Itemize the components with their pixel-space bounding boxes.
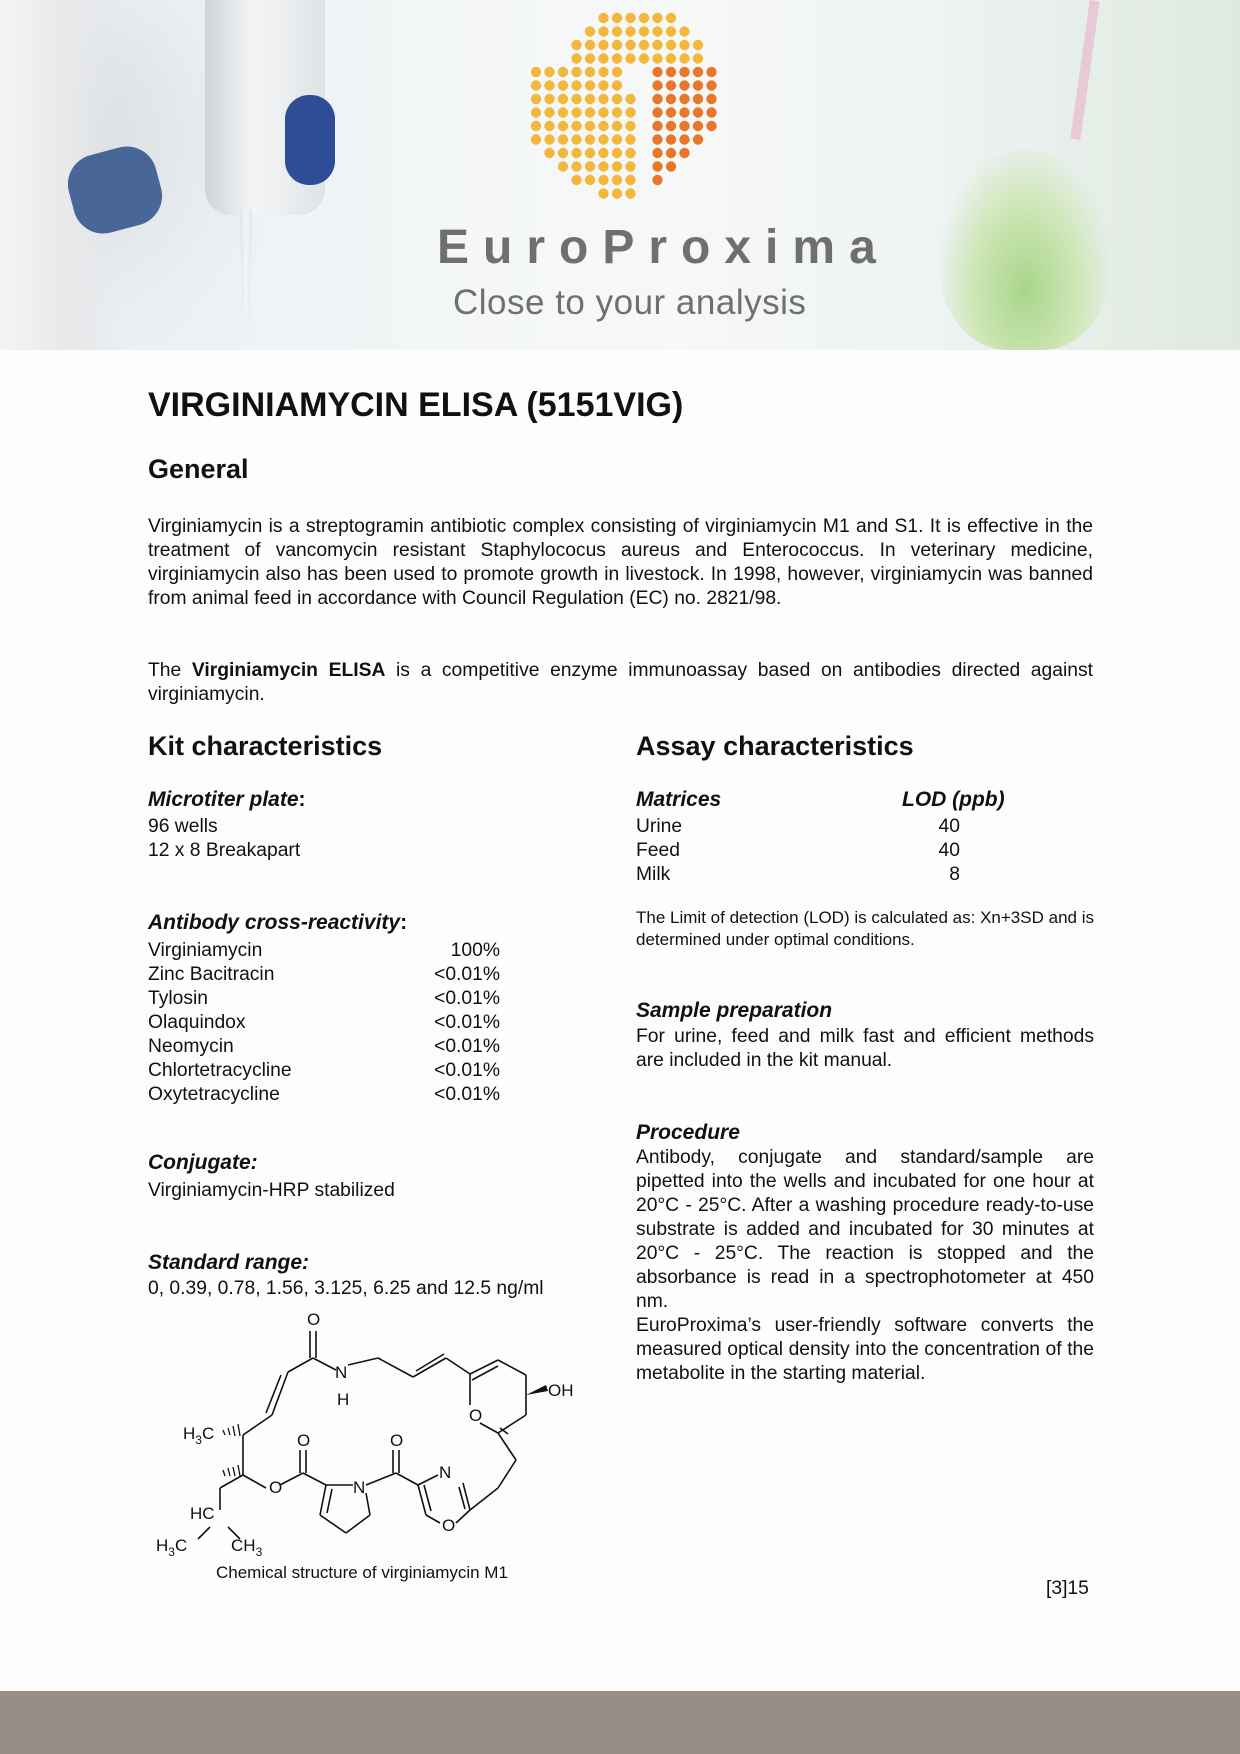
plate-heading-text: Microtiter plate bbox=[148, 788, 299, 811]
cross-reactivity-row bbox=[148, 987, 500, 1011]
cross-reactivity-value: <0.01% bbox=[434, 988, 500, 1009]
compound-name: Oxytetracycline bbox=[148, 1084, 280, 1105]
lod-row bbox=[636, 815, 960, 839]
cross-reactivity-row bbox=[148, 1035, 500, 1059]
pink-pipette-image bbox=[1070, 0, 1099, 140]
lod-value: 8 bbox=[949, 864, 960, 885]
cross-reactivity-row bbox=[148, 939, 500, 963]
pipette-button-image bbox=[285, 95, 335, 185]
p2-bold: Virginiamycin ELISA bbox=[191, 660, 386, 681]
structure-label: O bbox=[297, 1431, 311, 1450]
cross-reactivity-value: <0.01% bbox=[434, 1084, 500, 1105]
footer-bar bbox=[0, 1691, 1240, 1754]
structure-label: OH bbox=[548, 1381, 574, 1400]
structure-label: O bbox=[307, 1310, 321, 1329]
cross-reactivity-row bbox=[148, 1011, 500, 1035]
structure-label: O bbox=[269, 1478, 283, 1497]
page-title: VIRGINIAMYCIN ELISA (5151VIG) bbox=[148, 386, 684, 424]
cross-reactivity-value: <0.01% bbox=[434, 1036, 500, 1057]
structure-label: $H_3C$ bbox=[156, 1536, 188, 1559]
lod-row bbox=[636, 863, 960, 887]
structure-label: H bbox=[337, 1390, 350, 1409]
general-paragraph-2 bbox=[148, 659, 1093, 707]
header-banner bbox=[0, 0, 1240, 350]
procedure-text: Antibody, conjugate and standard/sample are pipetted into the wells and incubated for one hour at 20°C - 25°C. After a washing procedure ready-to-use substrate is added and incubated for 30 minutes at 20°C - 25°C. The reaction is stopped and the absorbance is read in a spectrophotometer at 450 nm. bbox=[636, 1147, 1094, 1312]
lod-column-header: LOD (ppb) bbox=[902, 788, 1005, 811]
structure-label: $CH_3$ bbox=[231, 1536, 263, 1559]
p2-start: The bbox=[148, 660, 192, 681]
procedure-text-2: EuroProxima’s user-friendly software converts the measured optical density into the concentration of the metabolite in the starting material. bbox=[636, 1315, 1094, 1384]
cross-reactivity-heading bbox=[148, 911, 407, 935]
matrix-name: Feed bbox=[636, 840, 680, 861]
lod-value: 40 bbox=[938, 840, 960, 861]
structure-label: O bbox=[469, 1406, 483, 1425]
standard-range-heading: Standard range: bbox=[148, 1251, 310, 1274]
compound-name: Chlortetracycline bbox=[148, 1060, 292, 1081]
p2-end: is a competitive enzyme immunoassay based on antibodies directed against virginiamycin. bbox=[148, 660, 1093, 705]
matrix-name: Urine bbox=[636, 816, 683, 837]
brand-name: EuroProxima bbox=[437, 221, 890, 274]
cross-reactivity-row bbox=[148, 963, 500, 987]
cross-heading-text: Antibody cross-reactivity bbox=[148, 911, 401, 934]
conjugate-heading: Conjugate: bbox=[148, 1151, 258, 1174]
standard-range-text: 0, 0.39, 0.78, 1.56, 3.125, 6.25 and 12.5 ng/ml bbox=[148, 1278, 544, 1299]
structure-label: N bbox=[335, 1363, 348, 1382]
general-heading: General bbox=[148, 454, 249, 484]
sample-preparation-text: For urine, feed and milk fast and efficient methods are included in the kit manual. bbox=[636, 1026, 1094, 1071]
structure-label: N bbox=[439, 1463, 452, 1482]
cross-reactivity-row bbox=[148, 1059, 500, 1083]
kit-heading: Kit characteristics bbox=[148, 731, 383, 761]
conjugate-text: Virginiamycin-HRP stabilized bbox=[148, 1180, 395, 1201]
plate-heading bbox=[148, 788, 306, 812]
plate-line: 12 x 8 Breakapart bbox=[148, 840, 301, 861]
lod-value: 40 bbox=[938, 816, 960, 837]
compound-name: Tylosin bbox=[148, 988, 209, 1009]
compound-name: Virginiamycin bbox=[148, 940, 263, 961]
plate-heading-colon: : bbox=[298, 788, 306, 811]
cross-reactivity-value: <0.01% bbox=[434, 1060, 500, 1081]
lod-row bbox=[636, 839, 960, 863]
matrices-column-header: Matrices bbox=[636, 788, 722, 811]
structure-caption: Chemical structure of virginiamycin M1 bbox=[216, 1563, 508, 1582]
general-paragraph: Virginiamycin is a streptogramin antibiotic complex consisting of virginiamycin M1 and S1. It is effective in the treatment of vancomycin resistant Staphylococus aureus and Enterococcus. In veterinary medicine, virginiamycin also has been used to promote growth in livestock. In 1998, however, virginiamycin was banned from animal feed in accordance with Council Regulation (EC) no. 2821/98. bbox=[148, 516, 1093, 609]
europroxima-logo-icon bbox=[528, 10, 718, 210]
structure-label: N bbox=[353, 1478, 366, 1497]
lod-note: The Limit of detection (LOD) is calculated as: Xn+3SD and is determined under optimal conditions. bbox=[636, 908, 1094, 949]
structure-label: $H_3C$ bbox=[183, 1424, 215, 1447]
assay-heading: Assay characteristics bbox=[636, 731, 914, 761]
cross-reactivity-value: <0.01% bbox=[434, 1012, 500, 1033]
compound-name: Zinc Bacitracin bbox=[148, 964, 275, 985]
procedure-heading: Procedure bbox=[636, 1121, 740, 1144]
compound-name: Olaquindox bbox=[148, 1012, 246, 1033]
structure-label: O bbox=[442, 1516, 456, 1535]
brand-tagline: Close to your analysis bbox=[453, 283, 807, 322]
matrix-name: Milk bbox=[636, 864, 671, 885]
structure-label: O bbox=[390, 1431, 404, 1450]
flask-image bbox=[940, 150, 1110, 350]
cross-reactivity-value: <0.01% bbox=[434, 964, 500, 985]
chemical-structure-diagram bbox=[148, 1305, 608, 1565]
cross-reactivity-value: 100% bbox=[450, 940, 500, 961]
cross-heading-colon: : bbox=[400, 911, 408, 934]
sample-preparation-heading: Sample preparation bbox=[636, 999, 833, 1022]
cross-reactivity-row bbox=[148, 1083, 500, 1107]
plate-line: 96 wells bbox=[148, 816, 218, 837]
compound-name: Neomycin bbox=[148, 1036, 234, 1057]
structure-label: HC bbox=[190, 1504, 215, 1523]
page-number: [3]15 bbox=[1046, 1578, 1089, 1599]
